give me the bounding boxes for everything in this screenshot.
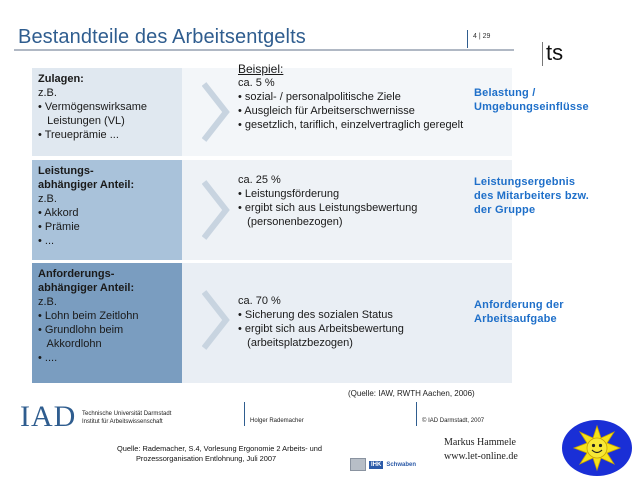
author-block [444, 436, 518, 464]
box-line: z.B. [38, 296, 57, 308]
right-label-line: der Gruppe [474, 204, 536, 216]
box-line: Leistungen (VL) [38, 115, 125, 127]
quote-line: Prozessorganisation Entlohnung, Juli 2007 [136, 454, 277, 463]
ihk-sub: Schwaben [386, 461, 417, 468]
zulagen-box [32, 68, 182, 156]
text-cursor [542, 42, 543, 66]
leistungsabhaengiger-anteil-box [32, 160, 182, 260]
box-line: • Grundlohn beim [38, 324, 124, 336]
bullet-line: • ergibt sich aus Leistungsbewertung [238, 202, 418, 214]
right-label-line: Umgebungseinflüsse [474, 101, 589, 113]
bullet-line: • Sicherung des sozialen Status [238, 309, 393, 321]
box-line: z.B. [38, 87, 57, 99]
institution-block [82, 410, 171, 426]
box-line: z.B. [38, 193, 57, 205]
ihk-label: IHK [371, 461, 382, 468]
beispiel-block-2 [238, 173, 417, 229]
lecturer-name: Holger Rademacher [250, 418, 304, 424]
institution-line: Institut für Arbeitswissenschaft [82, 419, 163, 425]
right-label-line: Arbeitsaufgabe [474, 313, 557, 325]
box-line: • Lohn beim Zeitlohn [38, 310, 139, 322]
slide-title: Bestandteile des Arbeitsentgelts [18, 26, 306, 48]
anforderung-heading-2: abhängiger Anteil: [38, 282, 135, 294]
right-label-belastung [474, 86, 589, 114]
box-line: • Prämie [38, 221, 80, 233]
anforderung-heading: Anforderungs- [38, 268, 115, 280]
leistung-heading-2: abhängiger Anteil: [38, 179, 135, 191]
right-label-anforderung [474, 298, 564, 326]
zulagen-heading: Zulagen: [38, 73, 84, 85]
percent-line: ca. 25 % [238, 174, 281, 186]
anforderungsabhaengiger-anteil-box [32, 263, 182, 383]
bullet-line: (personenbezogen) [238, 216, 343, 228]
author-name: Markus Hammele [444, 437, 516, 448]
ihk-logo [350, 457, 438, 472]
right-label-line: Leistungsergebnis [474, 176, 576, 188]
quote-citation [117, 444, 322, 464]
beispiel-heading: Beispiel: [238, 62, 284, 76]
author-website[interactable]: www.let-online.de [444, 451, 518, 462]
bullet-line: (arbeitsplatzbezogen) [238, 337, 353, 349]
quote-line: Quelle: Rademacher, S.4, Vorlesung Ergonomie 2 Arbeits- und [117, 444, 323, 453]
beispiel-block-3 [238, 294, 404, 350]
box-line: • Treueprämie ... [38, 129, 119, 141]
institution-line: Technische Universität Darmstadt [82, 411, 172, 417]
right-label-line: Anforderung der [474, 299, 564, 311]
bullet-line: • gesetzlich, tariflich, einzelvertraglich geregelt [238, 119, 464, 131]
bullet-line: • sozial- / personalpolitische Ziele [238, 91, 401, 103]
box-line: • Vermögenswirksame [38, 101, 148, 113]
beispiel-block-1 [238, 62, 463, 132]
leistung-heading: Leistungs- [38, 165, 94, 177]
footer-divider [416, 402, 417, 426]
right-label-leistungsergebnis [474, 175, 589, 217]
box-line: Akkordlohn [38, 338, 102, 350]
right-label-line: des Mitarbeiters bzw. [474, 190, 590, 202]
partial-overlay-text: ts [546, 40, 564, 65]
bullet-line: • Ausgleich für Arbeitserschwernisse [238, 105, 415, 117]
ihk-emblem-icon [350, 458, 366, 471]
chevron-right-icon [202, 290, 232, 350]
sun-face-icon [560, 418, 634, 479]
title-rule [14, 49, 514, 51]
box-line: • Akkord [38, 207, 79, 219]
box-line: • ... [38, 235, 55, 247]
iad-logo: IAD [20, 400, 77, 433]
box-line: • .... [38, 352, 58, 364]
percent-line: ca. 5 % [238, 77, 275, 89]
chevron-right-icon [202, 82, 232, 142]
bullet-line: • ergibt sich aus Arbeitsbewertung [238, 323, 404, 335]
bullet-line: • Leistungsförderung [238, 188, 340, 200]
source-note: (Quelle: IAW, RWTH Aachen, 2006) [348, 389, 475, 398]
chevron-right-icon [202, 180, 232, 240]
footer-divider [244, 402, 245, 426]
page-number: 4 | 29 [473, 33, 491, 40]
page-number-divider [467, 30, 468, 48]
copyright: © IAD Darmstadt, 2007 [422, 418, 485, 424]
percent-line: ca. 70 % [238, 295, 281, 307]
right-label-line: Belastung / [474, 87, 536, 99]
